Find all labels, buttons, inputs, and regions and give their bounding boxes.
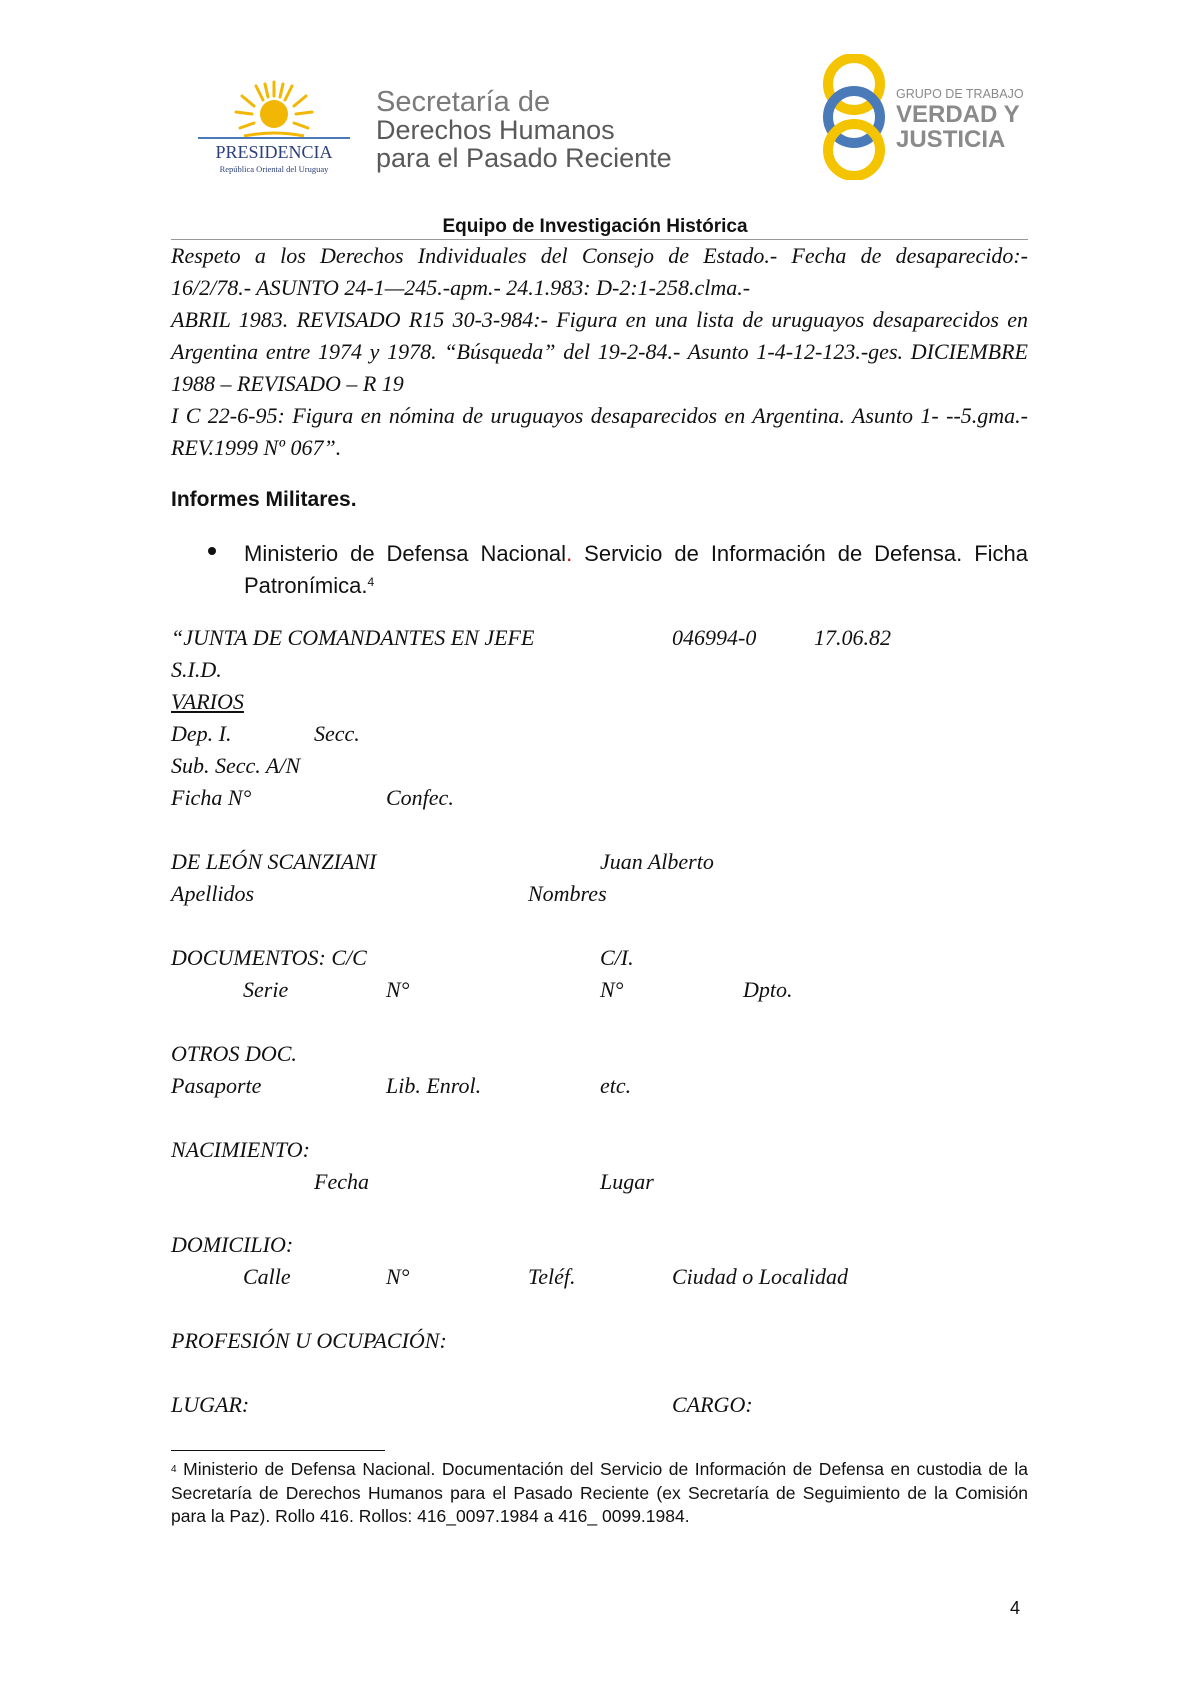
ficha-apellidos-label: Apellidos [171, 881, 255, 906]
ficha-org: “JUNTA DE COMANDANTES EN JEFE [171, 625, 535, 650]
verdad-justicia-logo [818, 54, 1028, 180]
footnote-ref: 4 [367, 575, 375, 589]
ficha-etc: etc. [600, 1073, 632, 1098]
ficha-confec: Confec. [386, 785, 454, 810]
footnote-number: 4 [171, 1464, 177, 1475]
ficha-nombres-label: Nombres [528, 881, 607, 906]
bullet-icon [208, 547, 216, 555]
ficha-fecha: Fecha [314, 1169, 369, 1194]
footnote-divider [171, 1450, 385, 1451]
presidencia-sub: República Oriental del Uruguay [219, 164, 329, 174]
footnote [171, 1458, 1028, 1529]
ficha-n1: N° [386, 977, 410, 1002]
ficha-n3: N° [386, 1264, 410, 1289]
ficha-lugar: LUGAR: [171, 1392, 250, 1417]
ficha-pasaporte: Pasaporte [171, 1073, 262, 1098]
ficha-surname: DE LEÓN SCANZIANI [171, 849, 377, 874]
intro-para2: ABRIL 1983. REVISADO R15 30-3-984:- Figura en una lista de uruguayos desaparecidos en Argentina entre 1974 y 1978. “Búsqueda” del 19-2-84.- Asunto 1-4-12-123.-ges. DICIEMBRE 1988 – REVISADO – R 19 [171, 307, 1028, 396]
vyj-line1: GRUPO DE TRABAJO [896, 87, 1024, 101]
intro-line1: Respeto a los Derechos Individuales del Consejo de Estado.- Fecha de desaparecido:- [171, 243, 1028, 268]
ficha-nacimiento: NACIMIENTO: [171, 1137, 310, 1162]
presidencia-label: PRESIDENCIA [215, 142, 333, 162]
vyj-line3: JUSTICIA [896, 126, 1006, 153]
footnote-text: Ministerio de Defensa Nacional. Documentación del Servicio de Información de Defensa en custodia de la Secretaría de Derechos Humanos para el Pasado Reciente (ex Secretaría de Seguimiento de la Comisión para la Paz). Rollo 416. Rollos: 416_0097.1984 a 416_ 0099.1984. [171, 1459, 1028, 1526]
ficha-date: 17.06.82 [814, 625, 891, 650]
ficha-dpto: Dpto. [743, 977, 793, 1002]
ficha-ciudad: Ciudad o Localidad [672, 1264, 849, 1289]
rings-icon [828, 58, 880, 176]
ficha-otros-doc: OTROS DOC. [171, 1041, 297, 1066]
sdh-line3: para el Pasado Reciente [376, 143, 672, 173]
ficha-cargo: CARGO: [672, 1392, 753, 1417]
ficha-varios: VARIOS [171, 689, 244, 714]
ficha-calle: Calle [243, 1264, 291, 1289]
sdh-line2: Derechos Humanos [376, 115, 615, 145]
ficha-telef: Teléf. [528, 1264, 576, 1289]
ficha-lib-enrol: Lib. Enrol. [386, 1073, 482, 1098]
ficha-sid: S.I.D. [171, 657, 222, 682]
ficha-lugar-nacimiento: Lugar [600, 1169, 654, 1194]
bullet-item [244, 538, 1028, 602]
bullet-red-dot: . [566, 541, 573, 566]
intro-para3: I C 22-6-95: Figura en nómina de uruguayos desaparecidos en Argentina. Asunto 1- --5.gma.- REV.1999 Nº 067”. [171, 403, 1028, 460]
ficha-given-names: Juan Alberto [600, 849, 714, 874]
intro-line2: 16/2/78.- ASUNTO 24-1—245.-apm.- 24.1.983: D-2:1-258.clma.- [171, 275, 751, 300]
ficha-code: 046994-0 [672, 625, 757, 650]
page-number: 4 [1010, 1598, 1021, 1618]
ficha-documentos: DOCUMENTOS: C/C [171, 945, 367, 970]
bullet-part2: Servicio de Información de Defensa. Ficha Patronímica. [244, 541, 1028, 598]
ficha-dep: Dep. I. [171, 721, 232, 746]
ficha-ci: C/I. [600, 945, 634, 970]
ficha-numero: Ficha N° [171, 785, 252, 810]
team-title: Equipo de Investigación Histórica [442, 216, 748, 237]
ficha-subsecc: Sub. Secc. A/N [171, 753, 301, 778]
sdh-line1: Secretaría de [376, 86, 551, 118]
ficha-profesion: PROFESIÓN U OCUPACIÓN: [171, 1328, 447, 1353]
sun-icon [236, 82, 312, 136]
ficha-domicilio: DOMICILIO: [171, 1232, 294, 1257]
ficha-secc: Secc. [314, 721, 360, 746]
ficha-serie: Serie [243, 977, 289, 1002]
section-heading: Informes Militares. [171, 488, 357, 511]
vyj-line2: VERDAD Y [896, 101, 1020, 128]
bullet-part1: Ministerio de Defensa Nacional [244, 541, 567, 566]
intro-text [171, 240, 1028, 464]
ficha-n2: N° [600, 977, 624, 1002]
sdh-wordmark [376, 88, 672, 172]
presidencia-logo [196, 78, 352, 178]
